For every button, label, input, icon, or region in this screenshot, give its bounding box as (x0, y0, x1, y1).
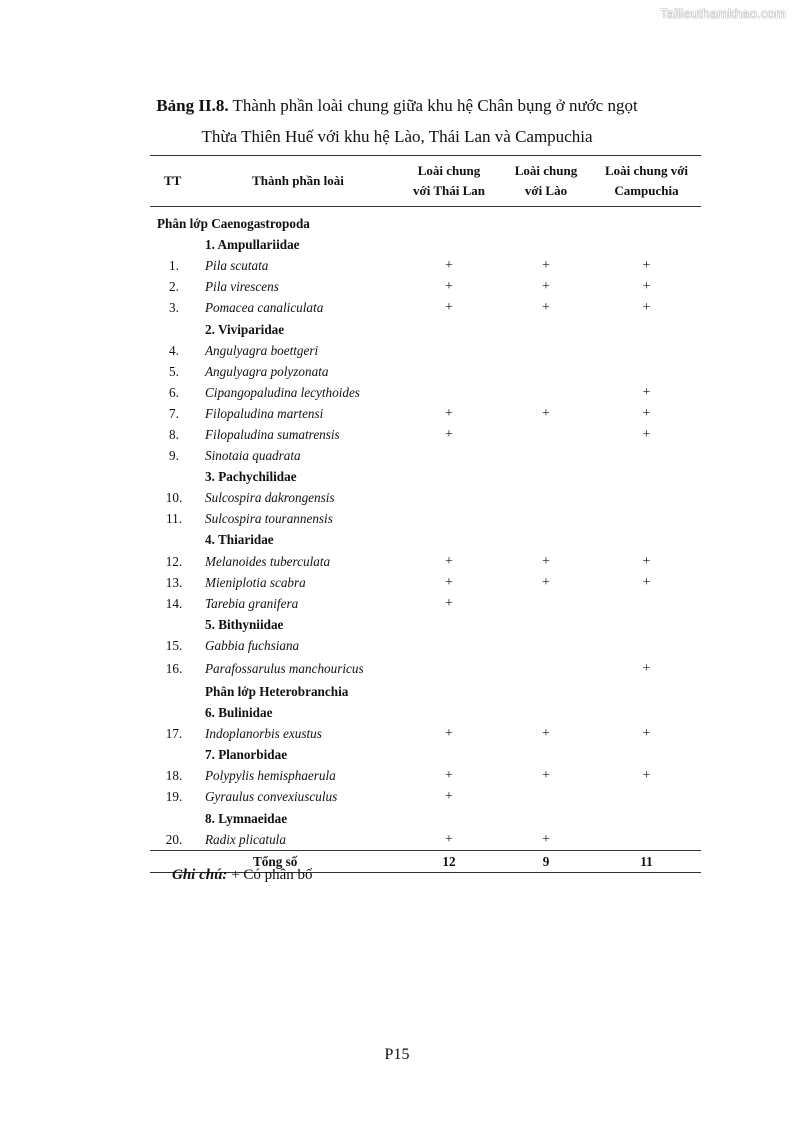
thailand-mark: + (445, 726, 453, 742)
cambodia-mark: + (642, 726, 651, 742)
thailand-mark: + (445, 553, 453, 569)
row-number-empty (150, 614, 198, 635)
laos-mark (500, 656, 592, 681)
header-thailand-line-1: Loài chung (417, 163, 481, 178)
species-row (150, 382, 701, 403)
species-name: Polypylis hemisphaerula (205, 768, 336, 784)
row-number: 2. (169, 279, 179, 295)
species-name: Gyraulus convexiusculus (205, 789, 338, 805)
species-name: Indoplanorbis exustus (205, 726, 322, 742)
species-row (150, 765, 701, 786)
laos-mark (500, 593, 592, 614)
thailand-mark (398, 382, 500, 403)
species-name: Sulcospira tourannensis (205, 511, 333, 527)
family-name: 3. Pachychilidae (205, 469, 297, 485)
row-number: 17. (165, 726, 183, 742)
row-number: 11. (166, 511, 182, 527)
family-name: 5. Bithyniidae (205, 616, 284, 632)
thailand-mark: + (445, 595, 453, 611)
species-row (150, 593, 701, 614)
species-name: Radix plicatula (205, 831, 286, 847)
total-label: Tổng số (198, 850, 398, 872)
table-caption-line-1 (0, 91, 794, 120)
note-label: Ghi chú: (172, 867, 228, 883)
species-name: Mieniplotia scabra (205, 574, 306, 590)
row-number: 5. (169, 363, 179, 379)
row-number: 16. (165, 660, 183, 676)
thailand-mark (398, 656, 500, 681)
row-number-empty (150, 702, 198, 723)
family-name: 4. Thiaridae (205, 532, 274, 548)
laos-mark: + (542, 279, 550, 295)
family-row (150, 744, 701, 765)
species-row (150, 255, 701, 276)
laos-mark: + (542, 831, 550, 847)
header-cambodia (592, 156, 701, 207)
laos-mark: + (542, 726, 550, 742)
species-row (150, 276, 701, 297)
species-name: Tarebia granifera (205, 595, 299, 611)
laos-mark (500, 786, 592, 807)
row-number: 13. (165, 574, 183, 590)
thailand-mark (398, 361, 500, 382)
species-row (150, 424, 701, 445)
table-caption-line-2: Thừa Thiên Huế với khu hệ Lào, Thái Lan và Campuchia (201, 127, 593, 146)
cambodia-mark (592, 340, 701, 361)
cambodia-mark: + (642, 426, 651, 442)
row-number: 3. (169, 300, 179, 316)
family-row (150, 702, 701, 723)
species-row (150, 403, 701, 424)
row-number: 14. (165, 595, 183, 611)
family-row (150, 614, 701, 635)
cambodia-mark: + (642, 279, 651, 295)
row-number: 1. (169, 258, 179, 274)
page-number: P15 (384, 1046, 410, 1063)
family-name: 6. Bulinidae (205, 705, 273, 721)
cambodia-mark: + (642, 300, 651, 316)
cambodia-mark: + (642, 768, 651, 784)
header-cambodia-line-2: Campuchia (614, 183, 679, 198)
species-name: Gabbia fuchsiana (205, 637, 300, 653)
species-row (150, 635, 701, 656)
row-number: 20. (165, 831, 183, 847)
row-number: 19. (165, 789, 183, 805)
row-number-empty (150, 808, 198, 829)
laos-mark: + (542, 553, 550, 569)
row-number: 12. (165, 553, 183, 569)
row-number-empty (150, 744, 198, 765)
laos-mark (500, 487, 592, 508)
total-thailand: 12 (398, 850, 500, 872)
cambodia-mark (592, 445, 701, 466)
thailand-mark: + (445, 300, 453, 316)
species-name: Parafossarulus manchouricus (205, 660, 364, 676)
table-caption-label: Bảng II.8. (156, 96, 229, 115)
cambodia-mark (592, 786, 701, 807)
row-number-empty (150, 466, 198, 487)
species-table (150, 155, 701, 873)
species-row (150, 723, 701, 744)
thailand-mark: + (445, 789, 453, 805)
row-number: 15. (165, 637, 183, 653)
species-row (150, 786, 701, 807)
thailand-mark: + (445, 405, 453, 421)
cambodia-mark (592, 635, 701, 656)
cambodia-mark: + (642, 384, 651, 400)
family-name: 8. Lymnaeidae (205, 810, 288, 826)
species-row (150, 297, 701, 318)
laos-mark: + (542, 405, 550, 421)
species-name: Filopaludina sumatrensis (205, 426, 340, 442)
species-row (150, 829, 701, 851)
species-row (150, 551, 701, 572)
row-number: 9. (169, 448, 179, 464)
cambodia-mark: + (642, 553, 651, 569)
table-header-row (150, 156, 701, 207)
table-body (150, 207, 701, 851)
species-name: Pomacea canaliculata (205, 300, 324, 316)
laos-mark (500, 445, 592, 466)
family-row (150, 466, 701, 487)
species-name: Sulcospira dakrongensis (205, 490, 335, 506)
laos-mark (500, 361, 592, 382)
cambodia-mark (592, 508, 701, 529)
row-number: 8. (169, 426, 179, 442)
cambodia-mark: + (642, 405, 651, 421)
family-name: Phân lớp Heterobranchia (205, 684, 349, 700)
family-row (150, 529, 701, 550)
cambodia-mark (592, 829, 701, 851)
row-number-empty (150, 318, 198, 339)
thailand-mark: + (445, 426, 453, 442)
cambodia-mark (592, 593, 701, 614)
species-row (150, 361, 701, 382)
family-row (150, 681, 701, 702)
species-name: Filopaludina martensi (205, 405, 324, 421)
thailand-mark: + (445, 768, 453, 784)
total-laos: 9 (500, 850, 592, 872)
cambodia-mark (592, 361, 701, 382)
laos-mark: + (542, 574, 550, 590)
subclass-name: Phân lớp Caenogastropoda (157, 216, 310, 232)
species-row (150, 656, 701, 681)
species-name: Angulyagra boettgeri (205, 342, 319, 358)
species-name: Angulyagra polyzonata (205, 363, 329, 379)
species-name: Sinotaia quadrata (205, 448, 301, 464)
row-number-empty (150, 681, 198, 702)
thailand-mark (398, 508, 500, 529)
laos-mark (500, 424, 592, 445)
laos-mark: + (542, 258, 550, 274)
header-tt: TT (150, 156, 198, 207)
species-row (150, 340, 701, 361)
row-number: 7. (169, 405, 179, 421)
laos-mark (500, 508, 592, 529)
thailand-mark (398, 340, 500, 361)
row-number-empty (150, 529, 198, 550)
row-number: 10. (165, 490, 183, 506)
subclass-row (150, 213, 701, 234)
thailand-mark (398, 635, 500, 656)
watermark: Tailieuthamkhao.com (660, 6, 786, 21)
header-thailand-line-2: với Thái Lan (413, 183, 485, 198)
laos-mark: + (542, 300, 550, 316)
cambodia-mark: + (642, 258, 651, 274)
thailand-mark: + (445, 574, 453, 590)
species-name: Melanoides tuberculata (205, 553, 331, 569)
thailand-mark (398, 487, 500, 508)
family-row (150, 318, 701, 339)
table-note (172, 867, 313, 884)
thailand-mark: + (445, 258, 453, 274)
species-row (150, 572, 701, 593)
row-number: 4. (169, 342, 179, 358)
cambodia-mark (592, 487, 701, 508)
cambodia-mark: + (642, 660, 651, 676)
species-name: Cipangopaludina lecythoides (205, 384, 360, 400)
note-text: + Có phân bố (227, 867, 313, 883)
header-laos-line-2: với Lào (524, 183, 568, 198)
total-cambodia: 11 (592, 850, 701, 872)
laos-mark: + (542, 768, 550, 784)
family-row (150, 234, 701, 255)
family-name: 7. Planorbidae (205, 747, 288, 763)
thailand-mark (398, 445, 500, 466)
table-caption-text: Thành phần loài chung giữa khu hệ Chân bụng ở nước ngọt (228, 96, 638, 115)
header-thailand (398, 156, 500, 207)
header-laos-line-1: Loài chung (514, 163, 578, 178)
laos-mark (500, 382, 592, 403)
cambodia-mark: + (642, 574, 651, 590)
species-name: Pila virescens (205, 279, 279, 295)
header-species-name: Thành phần loài (198, 156, 398, 207)
species-name: Pila scutata (205, 258, 269, 274)
species-row (150, 487, 701, 508)
header-cambodia-line-1: Loài chung với (604, 163, 689, 178)
laos-mark (500, 635, 592, 656)
row-number: 6. (169, 384, 179, 400)
thailand-mark: + (445, 279, 453, 295)
header-laos (500, 156, 592, 207)
family-name: 2. Viviparidae (205, 321, 285, 337)
family-name: 1. Ampullariidae (205, 237, 300, 253)
laos-mark (500, 340, 592, 361)
row-number: 18. (165, 768, 183, 784)
thailand-mark: + (445, 831, 453, 847)
family-row (150, 808, 701, 829)
species-row (150, 508, 701, 529)
species-row (150, 445, 701, 466)
row-number-empty (150, 234, 198, 255)
